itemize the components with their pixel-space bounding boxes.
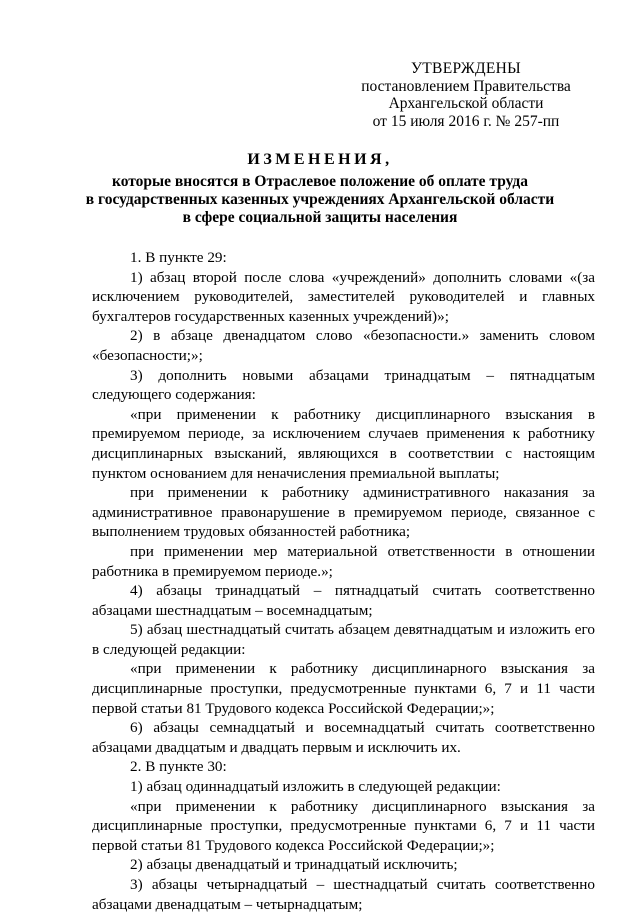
paragraph: «при применении к работнику дисциплинарного взыскания за дисциплинарные проступки, предусмотренные пунктами 6, 7 и 11 части первой статьи 81 Трудового кодекса Российской Федерации;»; [92,660,595,717]
paragraph: 1) абзац второй после слова «учреждений» дополнить словами «(за исключением руководителей, заместителей руководителей и главных бухгалтеров государственных казенных учреждений)»; [92,268,595,325]
approval-line: Архангельской области [388,95,544,112]
paragraph: 3) абзацы четырнадцатый – шестнадцатый считать соответственно абзацами двенадцатым – четырнадцатым; [92,876,595,913]
document-heading [60,150,580,227]
document-body [92,248,595,914]
paragraph: 2) абзацы двенадцатый и тринадцатый исключить; [130,856,458,874]
paragraph: 1. В пункте 29: [130,249,227,266]
paragraph: при применении мер материальной ответственности в отношении работника в премируемом периоде.»; [92,542,595,580]
paragraph: 4) абзацы тринадцатый – пятнадцатый считать соответственно абзацами шестнадцатым – восемнадцатым; [92,582,595,619]
document-subtitle-line: в государственных казенных учреждениях Архангельской области [85,191,555,208]
paragraph: «при применении к работнику дисциплинарного взыскания в премируемом периоде, за исключением случаев применения к работнику дисциплинарных взысканий, являющихся в соответствии с настоящим пунктом основанием для неначисления премиальной выплаты; [92,405,595,482]
document-subtitle-line: которые вносятся в Отраслевое положение об оплате труда [112,173,528,190]
approval-line: постановлением Правительства [361,77,571,95]
document-title: ИЗМЕНЕНИЯ, [247,151,393,168]
paragraph: 3) дополнить новыми абзацами тринадцатым – пятнадцатым следующего содержания: [92,366,595,404]
approval-line: от 15 июля 2016 г. № 257-пп [372,112,560,130]
document-subtitle-line: в сфере социальной защиты населения [182,209,458,226]
paragraph: 5) абзац шестнадцатый считать абзацем девятнадцатым и изложить его в следующей редакции: [92,621,595,658]
paragraph: 1) абзац одиннадцатый изложить в следующей редакции: [130,778,501,796]
paragraph: 6) абзацы семнадцатый и восемнадцатый считать соответственно абзацами двадцатым и двадцать первым и исключить их. [92,719,595,756]
paragraph: «при применении к работнику дисциплинарного взыскания за дисциплинарные проступки, предусмотренные пунктами 6, 7 и 11 части первой статьи 81 Трудового кодекса Российской Федерации;»; [92,797,595,854]
paragraph: 2. В пункте 30: [130,758,227,776]
paragraph: при применении к работнику административного наказания за административное правонарушение в премируемом периоде, связанное с выполнением трудовых обязанностей работника; [92,484,595,541]
paragraph: 2) в абзаце двенадцатом слово «безопасности.» заменить словом «безопасности;»; [92,327,595,364]
approval-stamp [340,60,592,130]
approval-title: УТВЕРЖДЕНЫ [411,60,521,77]
